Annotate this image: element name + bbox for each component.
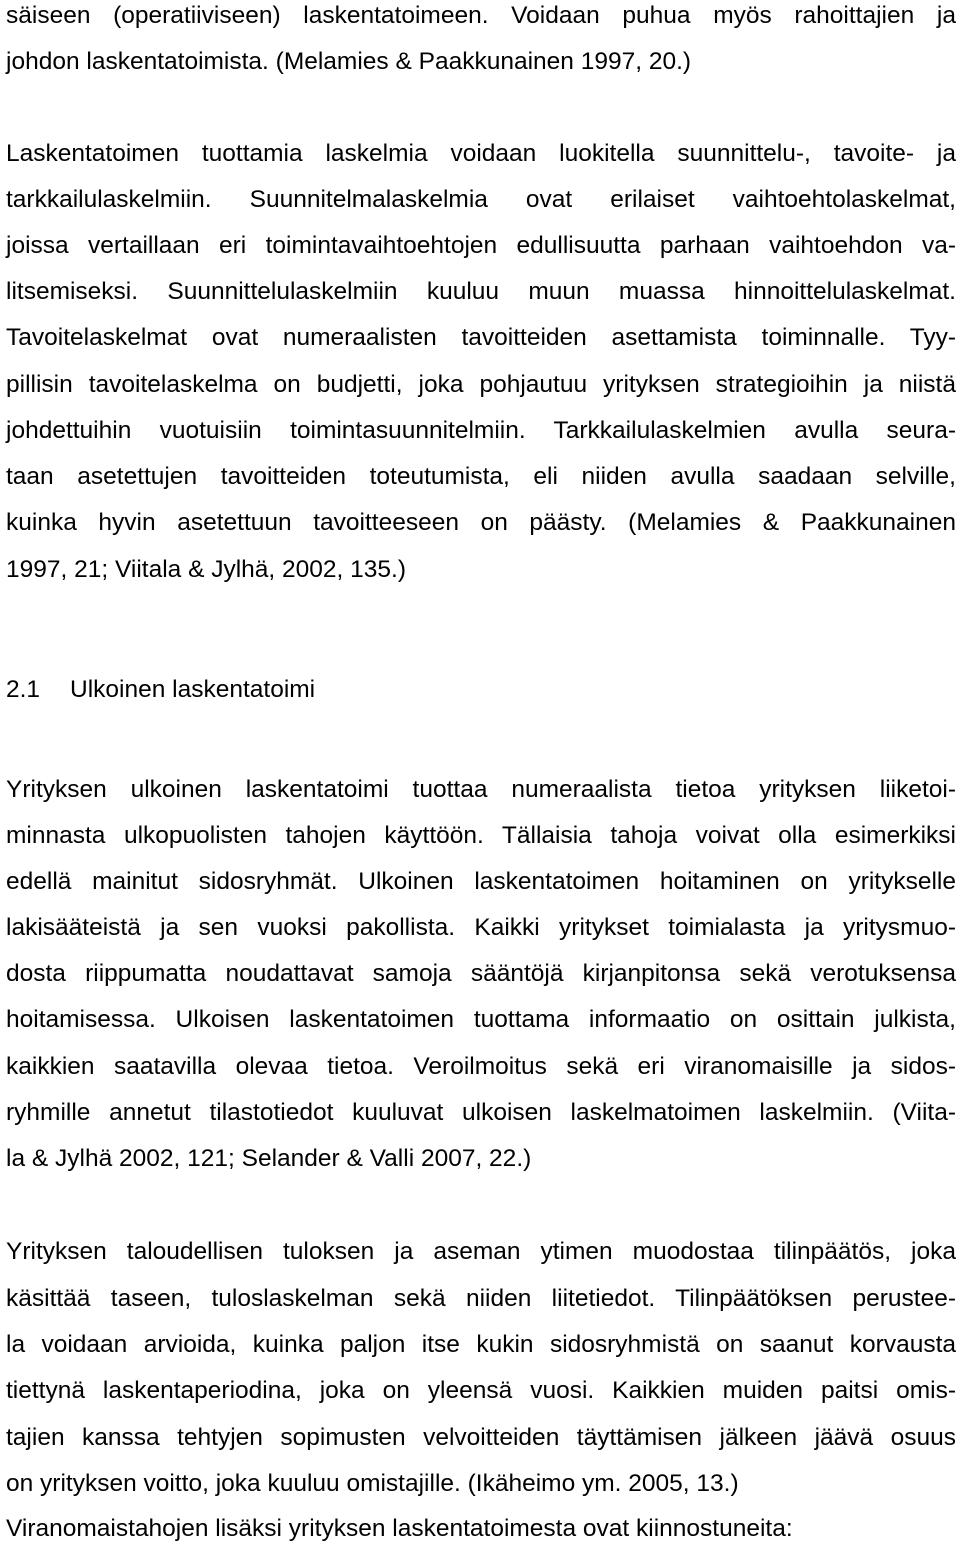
text-line: dosta riippumatta noudattavat samoja sääntöjä kirjanpitonsa sekä verotuksensa (6, 960, 956, 987)
text-line: on yrityksen voitto, joka kuuluu omistajille. (Ikäheimo ym. 2005, 13.) (6, 1470, 739, 1497)
text-line: ryhmille annetut tilastotiedot kuuluvat ulkoisen laskelmatoimen laskelmiin. (Viita- (6, 1099, 956, 1126)
section-title: Ulkoinen laskentatoimi (70, 676, 316, 703)
text-line: lakisääteistä ja sen vuoksi pakollista. Kaikki yritykset toimialasta ja yritysmuo- (6, 914, 956, 941)
section-heading (6, 675, 956, 705)
text-line: hoitamisessa. Ulkoisen laskentatoimen tuottama informaatio on osittain julkista, (6, 1006, 956, 1033)
text-line: minnasta ulkopuolisten tahojen käyttöön. Tällaisia tahoja voivat olla esimerkiksi (6, 822, 956, 849)
text-line: Yrityksen ulkoinen laskentatoimi tuottaa numeraalista tietoa yrityksen liiketoi- (6, 776, 956, 803)
text-line: Viranomaistahojen lisäksi yrityksen laskentatoimesta ovat kiinnostuneita: (6, 1515, 793, 1542)
text-line: la voidaan arvioida, kuinka paljon itse kukin sidosryhmistä on saanut korvausta (6, 1331, 956, 1358)
text-line: Yrityksen taloudellisen tuloksen ja aseman ytimen muodostaa tilinpäätös, joka (6, 1238, 956, 1265)
text-line: 1997, 21; Viitala & Jylhä, 2002, 135.) (6, 556, 406, 583)
text-line: johdettuihin vuotuisiin toimintasuunnitelmiin. Tarkkailulaskelmien avulla seura- (6, 417, 956, 444)
text-line: tiettynä laskentaperiodina, joka on yleensä vuosi. Kaikkien muiden paitsi omis- (6, 1377, 956, 1404)
text-line: taan asetettujen tavoitteiden toteutumista, eli niiden avulla saadaan selville, (6, 463, 956, 490)
text-line: tarkkailulaskelmiin. Suunnitelmalaskelmia ovat erilaiset vaihtoehtolaskelmat, (6, 186, 956, 213)
text-line: käsittää taseen, tuloslaskelman sekä niiden liitetiedot. Tilinpäätöksen perustee- (6, 1285, 956, 1312)
text-line: edellä mainitut sidosryhmät. Ulkoinen laskentatoimen hoitaminen on yritykselle (6, 868, 956, 895)
text-line: johdon laskentatoimista. (Melamies & Paakkunainen 1997, 20.) (6, 48, 692, 75)
text-line: säiseen (operatiiviseen) laskentatoimeen. Voidaan puhua myös rahoittajien ja (6, 2, 956, 29)
text-line: litsemiseksi. Suunnittelulaskelmiin kuuluu muun muassa hinnoittelulaskelmat. (6, 278, 956, 305)
text-line: joissa vertaillaan eri toimintavaihtoehtojen edullisuutta parhaan vaihtoehdon va- (6, 232, 956, 259)
text-line: la & Jylhä 2002, 121; Selander & Valli 2007, 22.) (6, 1145, 532, 1172)
text-line: kaikkien saatavilla olevaa tietoa. Veroilmoitus sekä eri viranomaisille ja sidos- (6, 1053, 956, 1080)
text-line: tajien kanssa tehtyjen sopimusten velvoitteiden täyttämisen jälkeen jäävä osuus (6, 1424, 956, 1451)
text-line: pillisin tavoitelaskelma on budjetti, joka pohjautuu yrityksen strategioihin ja niistä (6, 371, 956, 398)
text-line: Tavoitelaskelmat ovat numeraalisten tavoitteiden asettamista toiminnalle. Tyy- (6, 324, 956, 351)
text-line: kuinka hyvin asetettuun tavoitteeseen on päästy. (Melamies & Paakkunainen (6, 509, 956, 536)
text-line: Laskentatoimen tuottamia laskelmia voidaan luokitella suunnittelu-, tavoite- ja (6, 140, 956, 167)
section-number: 2.1 (6, 676, 41, 703)
